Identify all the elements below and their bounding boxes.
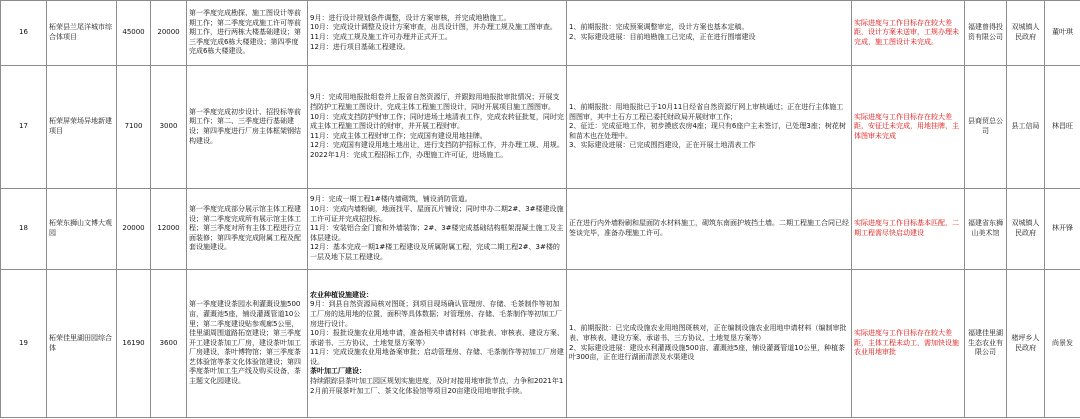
plan-line: 11月：完成设施农业用地备案审批；启动管理房、存储、毛茶制作等初加工厂房建设。 bbox=[310, 348, 564, 366]
row-number: 19 bbox=[1, 270, 47, 418]
responsible-gov: 县工信局 bbox=[1007, 66, 1045, 189]
plan-line: 9月：进行设计规划条件调整，设计方案审核，并完成地勘施工。 bbox=[310, 13, 511, 22]
annual-investment: 12000 bbox=[151, 189, 187, 270]
annual-investment: 20000 bbox=[151, 1, 187, 66]
plan-line: 持续跟踪县茶叶加工园区规划实施进度，及时对接用地审批节点，力争和2021年12月前开展茶叶加工厂、茶文化体验馆等项目20亩建设用地审批手续。 bbox=[310, 377, 564, 395]
quarterly-goals: 第一季度完成勘探、施工图设计等前期工作；第二季度完成施工许可等前期工作，进行两栋大楼基础建设；第三季度完成6栋大楼建设；第四季度完成6栋大楼建设。 bbox=[187, 1, 308, 66]
plan-line: 9月：到县自然资源局核对图斑；到项目现场确认管理房、存储、毛茶制作等初加工厂房的选用地的位置，面积等具体数据；对管理房、存储、毛茶制作等初加工厂房进行设计。 bbox=[310, 300, 562, 328]
table-row bbox=[1, 66, 1080, 189]
progress-line: 1、前期报批：已完成设施农业用地图斑核对，正在编制设施农业用地申请材料（编制审批表、审核表、建设方案、承诺书、三方协议、土地复垦方案等） bbox=[569, 324, 847, 342]
table-row bbox=[1, 270, 1080, 418]
table-row bbox=[1, 1, 1080, 66]
total-investment: 20000 bbox=[117, 189, 151, 270]
leader-name: 董叶琪 bbox=[1045, 1, 1080, 66]
plan-section-title: 茶叶加工厂建设： bbox=[310, 367, 366, 376]
monthly-plan bbox=[308, 66, 567, 189]
progress-line: 3、实际建设进展：已完成围挡建设，正在开展土地清表工作 bbox=[569, 141, 756, 150]
issue-note: 实际进度与工作目标存在较大差距，设计方案未送审，工规办理未完成，施工图设计未完成。 bbox=[852, 1, 965, 66]
responsible-gov: 双城镇人民政府 bbox=[1007, 1, 1045, 66]
progress-line: 2、征迁：完成征地工作，初步摸底农房4座；现只有6座户主未签订，已处理3座；树花树和苗木也在处理中。 bbox=[569, 122, 846, 140]
owner-unit: 福建省东狮山美术馆 bbox=[965, 189, 1007, 270]
monthly-plan bbox=[308, 189, 567, 270]
responsible-gov: 双城镇人民政府 bbox=[1007, 189, 1045, 270]
total-investment: 16190 bbox=[117, 270, 151, 418]
project-name: 柘荣东狮山文博大观园 bbox=[47, 189, 117, 270]
quarterly-goals: 第一季度完成初步设计、招投标等前期工作；第二、三季度进行基础建设；第四季度进行厂房主体框架钢结构建设。 bbox=[187, 66, 308, 189]
table-row bbox=[1, 189, 1080, 270]
plan-line: 10月：报批设施农业用地申请，准备相关申请材料（审批表、审核表、建设方案、承诺书、三方协议、土地复垦方案等） bbox=[310, 329, 564, 347]
current-progress bbox=[567, 270, 852, 418]
annual-investment: 3000 bbox=[151, 66, 187, 189]
row-number: 18 bbox=[1, 189, 47, 270]
plan-line: 9月：完成用地报批组卷并上报省自然资源厅，并跟踪用地报批审批情况；开展支挡防护工程施工图设计，完成主体工程施工图设计，同时开展项目施工图图审。 bbox=[310, 93, 560, 112]
project-name: 柘荣佳里湖田园综合体 bbox=[47, 270, 117, 418]
monthly-plan bbox=[308, 1, 567, 66]
issue-note: 实际进度与工作目标基本匹配，二期工程需尽快启动建设 bbox=[852, 189, 965, 270]
progress-line: 1、前期报批：完成预案调整审定，设计方案也基本定稿。 bbox=[569, 23, 749, 32]
owner-unit: 福建佳里湖生态农业有限公司 bbox=[965, 270, 1007, 418]
progress-line: 正在进行内外墙粉刷和屋面防水材料施工，砌筑东南面护坡挡土墙。二期工程施工合同已经签谈完毕，准备办理施工许可。 bbox=[569, 219, 849, 237]
plan-section-title: 农业种植设施建设： bbox=[310, 290, 373, 299]
progress-line: 2、实际建设进展：目前地勘施工已完成，正在进行围墙建设 bbox=[569, 33, 756, 41]
row-number: 16 bbox=[1, 1, 47, 66]
plan-line: 11月：完成主体工程财审工作；完成国有建设用地挂牌。 bbox=[310, 131, 487, 140]
progress-line: 1、前期报批：用地报批已于10月11日经省自然资源厅网上审核通过；正在进行主体施工图图审，其中土石方工程已委托财政局开展财审工作； bbox=[569, 103, 844, 121]
issue-note: 实际进度与工作目标存在较大差距，主体工程未动工，需加快设施农业用地审批 bbox=[852, 270, 965, 418]
row-number: 17 bbox=[1, 66, 47, 189]
total-investment: 7100 bbox=[117, 66, 151, 189]
owner-unit: 县商贸总公司 bbox=[965, 66, 1007, 189]
leader-name: 林昌旺 bbox=[1045, 66, 1080, 189]
current-progress bbox=[567, 66, 852, 189]
leader-name: 尚景发 bbox=[1045, 270, 1080, 418]
plan-line: 11月：完成工规及施工许可办理并正式开工。 bbox=[310, 33, 452, 41]
issue-note: 实际进度与工作目标存在较大差距，安征迁未完成，用地挂牌，主体图审未完成 bbox=[852, 66, 965, 189]
plan-line: 10月：完成设计调整及设计方案审查，出具设计图，并办理工规及施工图审查。 bbox=[310, 23, 557, 32]
responsible-gov: 楮坪乡人民政府 bbox=[1007, 270, 1045, 418]
project-name: 柘荣屏荣场异地新建项目 bbox=[47, 66, 117, 189]
plan-line: 12月：基本完成一期1#楼工程建设及所属附属工程，完成二期工程2#、3#楼的一层及地下层工程建设。 bbox=[310, 243, 560, 261]
plan-line: 12月：完成国有建设用地土地出让，进行支挡防护招标工作，并办理工规、用规。2022年1月：完成工程招标工作，办理施工许可证，进场施工。 bbox=[310, 141, 564, 159]
plan-line: 11月：安装铝合金门窗和外墙装饰；2#、3#楼完成基础结构框架混凝土施工及主体层建设。 bbox=[310, 224, 564, 242]
owner-unit: 福建曾得投资有限公司 bbox=[965, 1, 1007, 66]
plan-line: 10月：完成内墙粉刷，地面找平、屋面瓦片铺设；同时申办二期2#、3#楼建设施工许可证并完成招投标。 bbox=[310, 205, 564, 223]
current-progress bbox=[567, 1, 852, 66]
plan-line: 10月：完成支挡防护财审工作；同时进场土地清表工作，完成农转征批复，同时完成主体工程施工图设计的财审，并开展工程财审。 bbox=[310, 112, 564, 131]
leader-name: 林开锋 bbox=[1045, 189, 1080, 270]
monthly-plan bbox=[308, 270, 567, 418]
progress-line: 2、实际建设进展：建设水利灌溉设施500亩、灌溉池5座，铺设灌溉管道10公里，种植茶叶300亩，正在进行湖面清淤及水渠建设 bbox=[569, 343, 846, 362]
quarterly-goals: 第一季度建设茶园水利灌溉设施500亩，灌溉池5座，铺设灌溉管道10公里；第二季度建设贴参观廊5公里，佳里湖周围道路拓宽建设；第三季度开工建设茶加工厂房，建设茶叶加工厂房建设，茶叶博物馆；第三季度茶艺体验馆等茶文化体验馆建设；第四季度茶叶加工生产线及购买设备，茶主题文化园建设。 bbox=[187, 270, 308, 418]
quarterly-goals: 第一季度完成部分展示馆主体工程建设；第二季度完成所有展示馆主体工程；第三季度对所有主体工程进行立面装修；第四季度完成附属工程及配套设施建设。 bbox=[187, 189, 308, 270]
plan-line: 9月：完成一期工程1#楼内墙砌筑，铺设消防管道。 bbox=[310, 195, 472, 204]
annual-investment: 3600 bbox=[151, 270, 187, 418]
total-investment: 45000 bbox=[117, 1, 151, 66]
plan-line: 12月：进行项目基础工程建设。 bbox=[310, 42, 410, 51]
project-name: 柘荣县兰尾洋城市综合体项目 bbox=[47, 1, 117, 66]
current-progress bbox=[567, 189, 852, 270]
